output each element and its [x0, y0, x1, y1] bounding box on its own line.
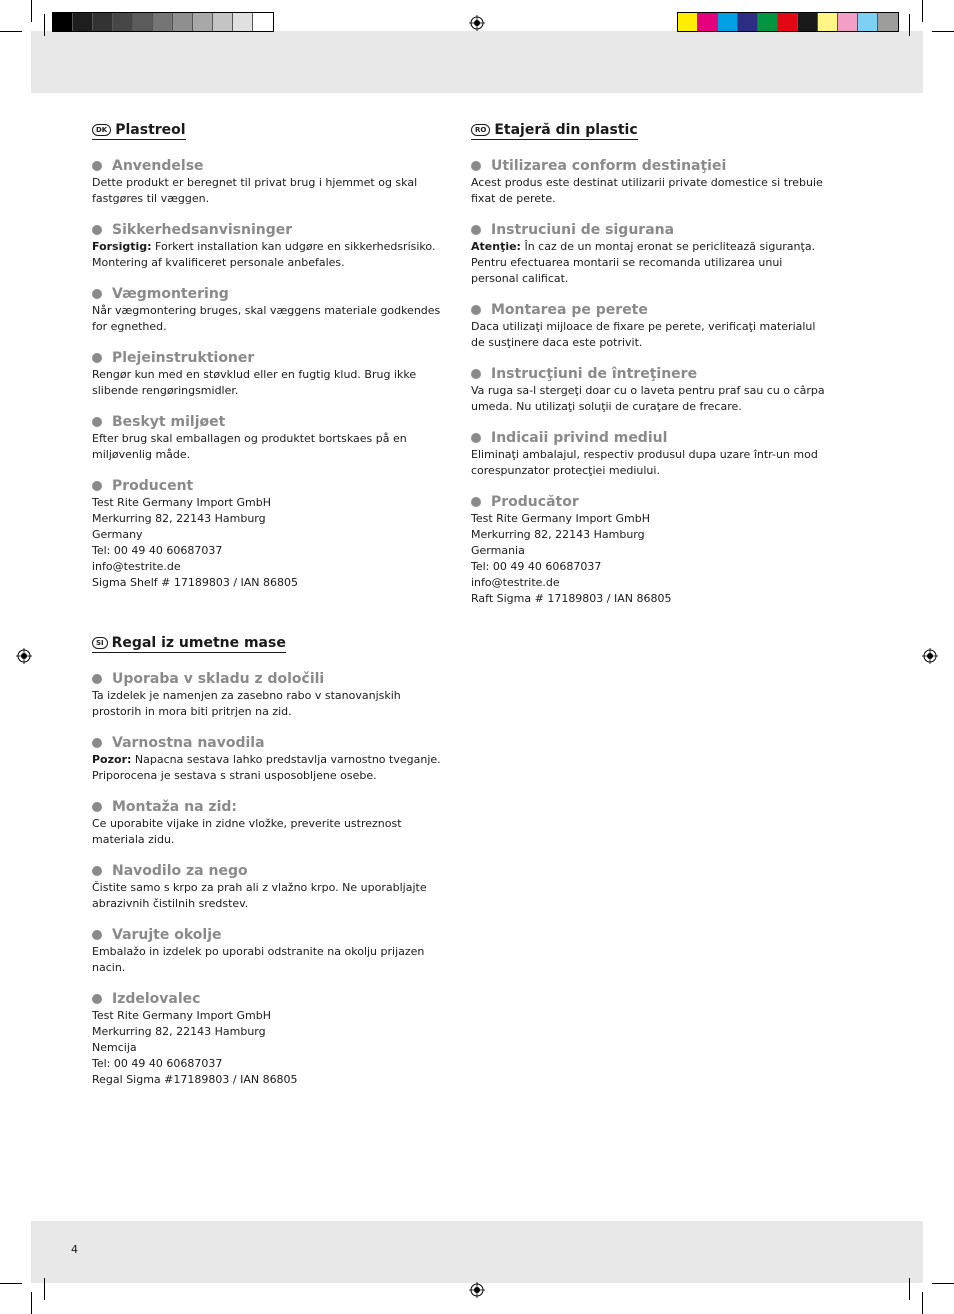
- producer-line: Tel: 00 49 40 60687037: [471, 560, 602, 573]
- bullet-icon: [92, 417, 102, 427]
- bullet-icon: [471, 305, 481, 315]
- block-text: [471, 383, 831, 415]
- section-title-text: Etajeră din plastic: [494, 122, 638, 138]
- color-swatch: [758, 13, 778, 31]
- section-ro: [471, 117, 831, 621]
- info-block: [92, 798, 452, 848]
- producer-line: Test Rite Germany Import GmbH: [471, 512, 650, 525]
- block-heading-text: Navodilo za nego: [112, 863, 248, 879]
- producer-line: Merkurring 82, 22143 Hamburg: [92, 512, 266, 525]
- crop-mark: [31, 1292, 32, 1314]
- language-badge: SI: [92, 637, 108, 649]
- block-text-body: Napacna sestava lahko predstavlja varnostno tveganje. Priporocena je sestava s strani usposobljene osebe.: [92, 753, 441, 782]
- color-swatch: [173, 13, 193, 31]
- color-swatch: [193, 13, 213, 31]
- block-text-body: Daca utilizaţi mijloace de fixare pe perete, verificaţi materialul de susţinere daca este potrivit.: [471, 320, 816, 349]
- info-block: [92, 413, 452, 463]
- block-heading: [92, 926, 452, 944]
- producer-line: Raft Sigma # 17189803 / IAN 86805: [471, 592, 672, 605]
- color-swatch: [858, 13, 878, 31]
- block-heading: [92, 798, 452, 816]
- bullet-icon: [92, 289, 102, 299]
- block-text-body: Ta izdelek je namenjen za zasebno rabo v stanovanjskih prostorih in mora biti pritrjen na zid.: [92, 689, 401, 718]
- block-heading: [471, 157, 831, 175]
- bullet-icon: [92, 738, 102, 748]
- producer-line: Germany: [92, 528, 143, 541]
- info-block: [471, 365, 831, 415]
- block-heading: [92, 990, 452, 1008]
- warning-label: Atenţie:: [471, 240, 521, 253]
- producer-line: Nemcija: [92, 1041, 137, 1054]
- block-heading-text: Utilizarea conform destinaţiei: [491, 158, 727, 174]
- block-heading-text: Indicaii privind mediul: [491, 430, 668, 446]
- color-swatch: [113, 13, 133, 31]
- registration-mark-icon: [922, 648, 938, 664]
- block-heading: [92, 477, 452, 495]
- block-heading-text: Instruciuni de sigurana: [491, 222, 675, 238]
- color-swatch: [678, 13, 698, 31]
- bullet-icon: [471, 433, 481, 443]
- block-heading: [92, 221, 452, 239]
- producer-line: info@testrite.de: [471, 576, 560, 589]
- producer-line: Sigma Shelf # 17189803 / IAN 86805: [92, 576, 299, 589]
- section-si: [92, 630, 452, 1102]
- block-text: [92, 880, 452, 912]
- block-heading-text: Vægmontering: [112, 286, 229, 302]
- info-block: [471, 301, 831, 351]
- block-text: [92, 688, 452, 720]
- block-heading: [92, 285, 452, 303]
- registration-mark-icon: [16, 648, 32, 664]
- block-text-body: Embalažo in izdelek po uporabi odstranite na okolju prijazen nacin.: [92, 945, 425, 974]
- info-block: [92, 734, 452, 784]
- block-text: [92, 239, 452, 271]
- producer-line: Tel: 00 49 40 60687037: [92, 1057, 223, 1070]
- info-block: [471, 221, 831, 287]
- registration-mark-icon: [469, 15, 485, 31]
- bullet-icon: [92, 930, 102, 940]
- block-text-body: Rengør kun med en støvklud eller en fugtig klud. Brug ikke slibende rengøringsmidler.: [92, 368, 417, 397]
- producer-line: Test Rite Germany Import GmbH: [92, 496, 271, 509]
- bullet-icon: [92, 481, 102, 491]
- color-swatch: [718, 13, 738, 31]
- info-block: [92, 862, 452, 912]
- producer-block: [92, 990, 452, 1088]
- bullet-icon: [471, 225, 481, 235]
- block-text-body: Dette produkt er beregnet til privat brug i hjemmet og skal fastgøres til væggen.: [92, 176, 418, 205]
- block-text-body: Acest produs este destinat utilizarii private domestice si trebuie fixat de perete.: [471, 176, 823, 205]
- color-swatch: [93, 13, 113, 31]
- block-heading-text: Uporaba v skladu z določili: [112, 671, 325, 687]
- info-block: [92, 157, 452, 207]
- block-text: [92, 816, 452, 848]
- info-block: [92, 670, 452, 720]
- registration-mark-icon: [469, 1282, 485, 1298]
- block-text: [471, 175, 831, 207]
- producer-block: [471, 493, 831, 607]
- bullet-icon: [92, 802, 102, 812]
- producer-line: Germania: [471, 544, 525, 557]
- section-title-text: Regal iz umetne mase: [111, 635, 286, 651]
- bullet-icon: [471, 369, 481, 379]
- block-heading-text: Plejeinstruktioner: [112, 350, 255, 366]
- block-heading: [471, 221, 831, 239]
- block-text-body: Når vægmontering bruges, skal væggens materiale godkendes for egnethed.: [92, 304, 441, 333]
- section-title: [92, 635, 286, 653]
- section-title-text: Plastreol: [115, 122, 186, 138]
- info-block: [92, 349, 452, 399]
- block-text-body: Eliminaţi ambalajul, respectiv produsul dupa uzare într-un mod corespunzator protecţiei mediului.: [471, 448, 818, 477]
- producer-line: Merkurring 82, 22143 Hamburg: [471, 528, 645, 541]
- color-swatch: [213, 13, 233, 31]
- block-text: [471, 447, 831, 479]
- block-text: [471, 239, 831, 287]
- block-heading: [471, 429, 831, 447]
- info-block: [471, 429, 831, 479]
- producer-line: Regal Sigma #17189803 / IAN 86805: [92, 1073, 298, 1086]
- bottom-band: [31, 1221, 923, 1283]
- block-heading: [92, 413, 452, 431]
- warning-label: Pozor:: [92, 753, 132, 766]
- bullet-icon: [92, 353, 102, 363]
- block-text-body: În caz de un montaj eronat se periclitează siguranţa. Pentru efectuarea montarii se recomanda utilizarea unui personal calificat.: [471, 240, 816, 285]
- color-swatch: [73, 13, 93, 31]
- block-heading: [471, 301, 831, 319]
- bullet-icon: [92, 994, 102, 1004]
- bullet-icon: [92, 161, 102, 171]
- crop-mark: [922, 1292, 923, 1314]
- page-number: 4: [71, 1243, 78, 1256]
- block-heading: [92, 862, 452, 880]
- info-block: [92, 285, 452, 335]
- block-heading-text: Producent: [112, 478, 194, 494]
- crop-mark: [31, 0, 32, 22]
- bullet-icon: [92, 866, 102, 876]
- color-swatch: [838, 13, 858, 31]
- bullet-icon: [471, 497, 481, 507]
- crop-mark: [909, 14, 910, 36]
- language-badge: RO: [471, 124, 490, 136]
- crop-mark: [932, 31, 954, 32]
- block-heading: [92, 734, 452, 752]
- block-heading-text: Producător: [491, 494, 579, 510]
- info-block: [92, 926, 452, 976]
- producer-line: Tel: 00 49 40 60687037: [92, 544, 223, 557]
- crop-mark: [909, 1278, 910, 1300]
- grayscale-color-bar: [52, 12, 274, 32]
- color-swatch: [878, 13, 898, 31]
- block-heading: [471, 365, 831, 383]
- top-band: [31, 31, 923, 93]
- crop-mark: [932, 1283, 954, 1284]
- block-text-body: Ce uporabite vijake in zidne vložke, preverite ustreznost materiala zidu.: [92, 817, 402, 846]
- block-heading: [92, 157, 452, 175]
- block-heading: [92, 670, 452, 688]
- color-swatch: [133, 13, 153, 31]
- language-badge: DK: [92, 124, 111, 136]
- block-text: [92, 431, 452, 463]
- block-heading: [92, 349, 452, 367]
- warning-label: Forsigtig:: [92, 240, 152, 253]
- block-text: [92, 752, 452, 784]
- color-swatch: [818, 13, 838, 31]
- producer-line: Merkurring 82, 22143 Hamburg: [92, 1025, 266, 1038]
- bullet-icon: [471, 161, 481, 171]
- info-block: [92, 221, 452, 271]
- info-block: [471, 157, 831, 207]
- section-title: [471, 122, 638, 140]
- color-swatch: [738, 13, 758, 31]
- block-heading-text: Varnostna navodila: [112, 735, 265, 751]
- block-text: [92, 175, 452, 207]
- block-heading-text: Sikkerhedsanvisninger: [112, 222, 293, 238]
- color-swatch: [253, 13, 273, 31]
- bullet-icon: [92, 674, 102, 684]
- color-swatch: [233, 13, 253, 31]
- color-swatch: [153, 13, 173, 31]
- block-text-body: Čistite samo s krpo za prah ali z vlažno krpo. Ne uporabljajte abrazivnih čistilnih sredstev.: [92, 881, 427, 910]
- color-swatch: [53, 13, 73, 31]
- process-color-bar: [677, 12, 899, 32]
- bullet-icon: [92, 225, 102, 235]
- section-title: [92, 122, 186, 140]
- producer-line: Test Rite Germany Import GmbH: [92, 1009, 271, 1022]
- section-dk: [92, 117, 452, 605]
- block-heading-text: Montarea pe perete: [491, 302, 648, 318]
- block-heading-text: Beskyt miljøet: [112, 414, 226, 430]
- block-text: [92, 367, 452, 399]
- block-text: [92, 303, 452, 335]
- block-heading-text: Anvendelse: [112, 158, 204, 174]
- block-heading-text: Izdelovalec: [112, 991, 201, 1007]
- crop-mark: [0, 31, 22, 32]
- block-text: [471, 319, 831, 351]
- block-text-body: Va ruga sa-l stergeţi doar cu o laveta pentru praf sau cu o cârpa umeda. Nu utilizaţi soluţii de curaţare de frecare.: [471, 384, 825, 413]
- crop-mark: [44, 14, 45, 36]
- producer-line: info@testrite.de: [92, 560, 181, 573]
- block-text-body: Forkert installation kan udgøre en sikkerhedsrisiko. Montering af kvalificeret personale anbefales.: [92, 240, 436, 269]
- crop-mark: [922, 0, 923, 22]
- color-swatch: [798, 13, 818, 31]
- block-heading: [471, 493, 831, 511]
- block-heading-text: Varujte okolje: [112, 927, 222, 943]
- color-swatch: [698, 13, 718, 31]
- producer-block: [92, 477, 452, 591]
- crop-mark: [0, 1283, 22, 1284]
- block-heading-text: Montaža na zid:: [112, 799, 237, 815]
- block-text-body: Efter brug skal emballagen og produktet bortskaes på en miljøvenlig måde.: [92, 432, 407, 461]
- crop-mark: [44, 1278, 45, 1300]
- block-heading-text: Instrucţiuni de întreţinere: [491, 366, 698, 382]
- color-swatch: [778, 13, 798, 31]
- block-text: [92, 944, 452, 976]
